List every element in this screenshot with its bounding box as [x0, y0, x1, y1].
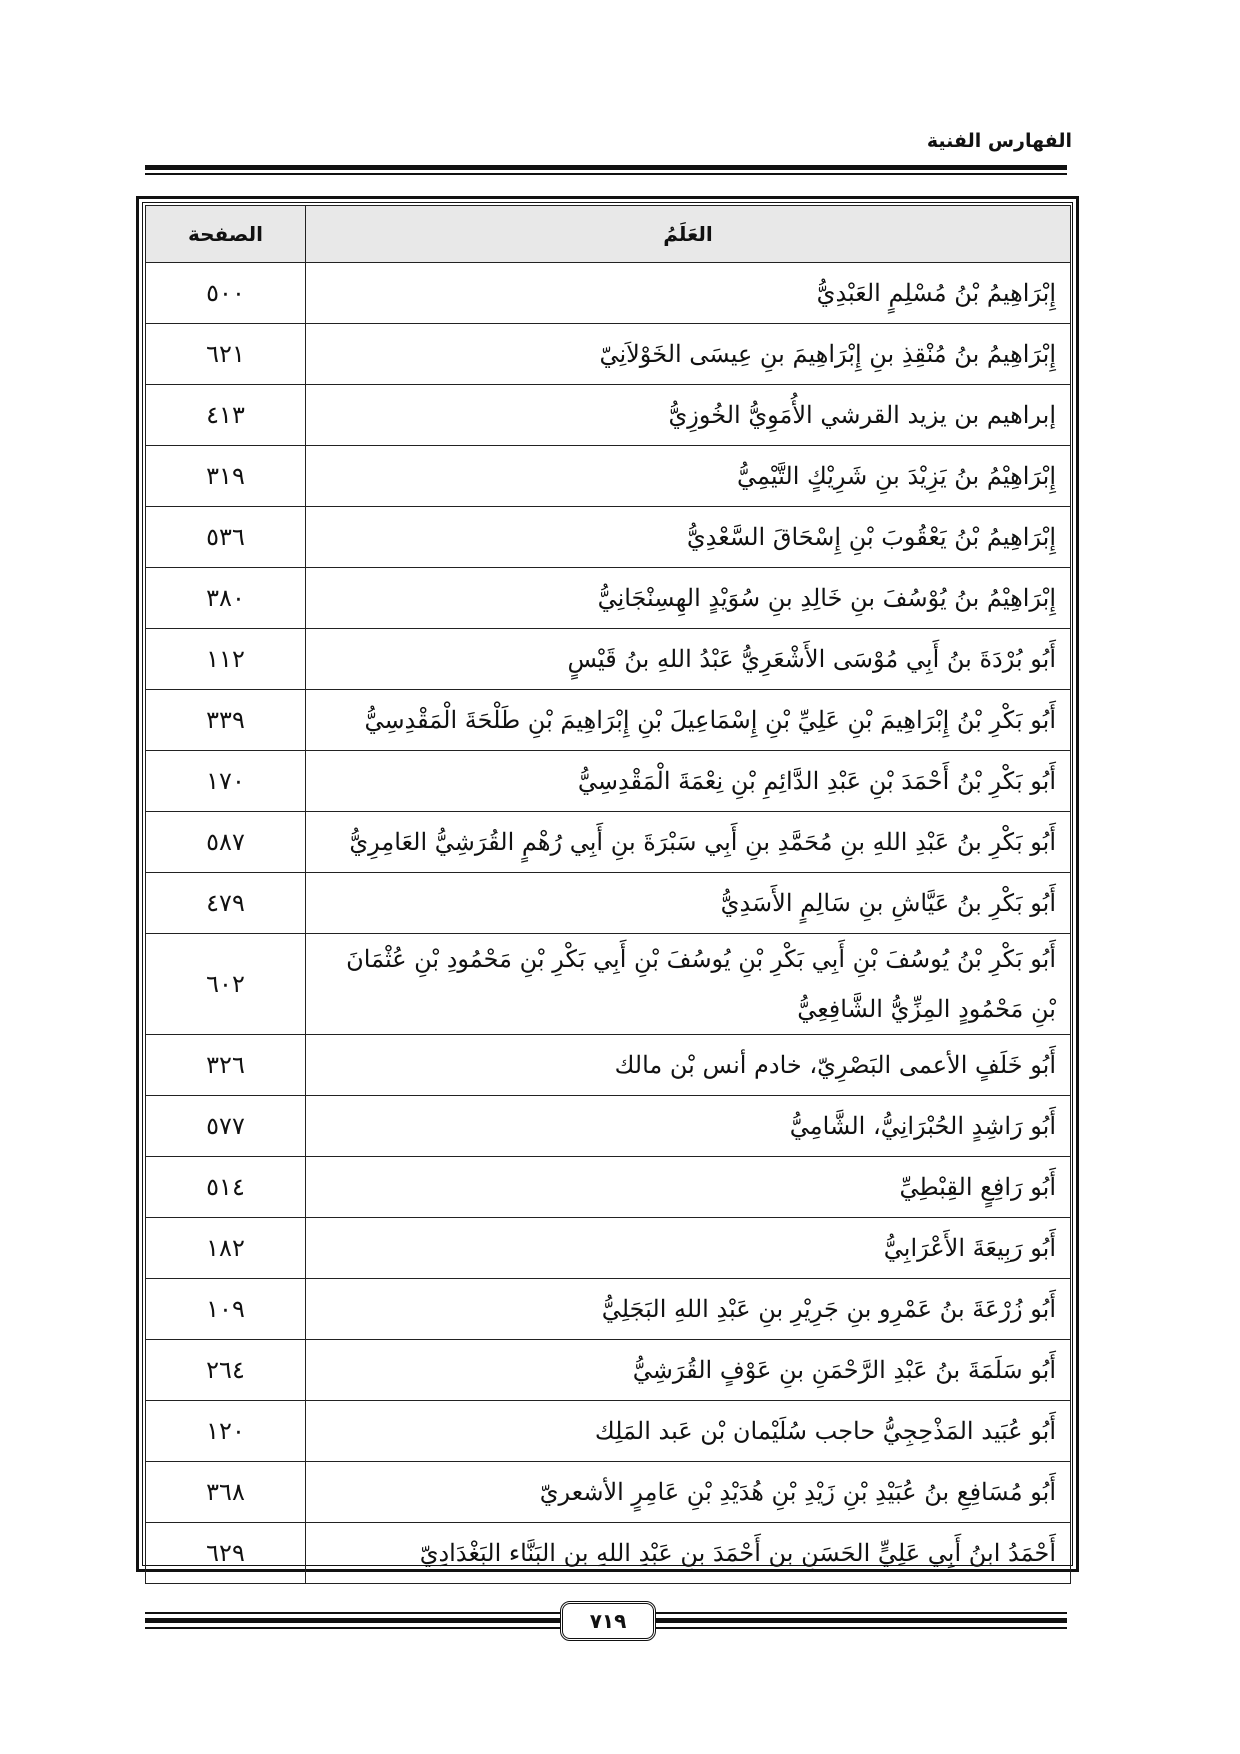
header-name-column: العَلَمُ	[306, 206, 1071, 263]
header-page-column: الصفحة	[146, 206, 306, 263]
table-row	[146, 629, 1071, 690]
person-name: أَحْمَدُ ابنُ أَبِي عَلِيٍّ الحَسَنِ بن أَحْمَدَ بنِ عَبْدِ اللهِ بن البَنَّاء البَغْدَادِيّ	[306, 1523, 1071, 1584]
table-row	[146, 568, 1071, 629]
page-reference: ٢٦٤	[146, 1340, 306, 1401]
page-reference: ٦٢١	[146, 324, 306, 385]
person-name: أَبُو زُرْعَةَ بنُ عَمْرِو بنِ جَرِيْرِ بنِ عَبْدِ اللهِ البَجَلِيُّ	[306, 1279, 1071, 1340]
page-reference: ٤٧٩	[146, 873, 306, 934]
table-header-row	[146, 206, 1071, 263]
page-reference: ٣٢٦	[146, 1035, 306, 1096]
table-row	[146, 1218, 1071, 1279]
table-row	[146, 1096, 1071, 1157]
table-row	[146, 934, 1071, 1035]
person-name: إِبْرَاهِيمُ بنُ مُنْقِذِ بنِ إِبْرَاهِيمَ بنِ عِيسَى الخَوْلاَنِيّ	[306, 324, 1071, 385]
person-name: أَبُو سَلَمَةَ بنُ عَبْدِ الرَّحْمَنِ بنِ عَوْفٍ القُرَشِيُّ	[306, 1340, 1071, 1401]
table-body	[146, 263, 1071, 1584]
person-name: أَبُو بَكْرِ بْنُ إِبْرَاهِيمَ بْنِ عَلِيِّ بْنِ إِسْمَاعِيلَ بْنِ إِبْرَاهِيمَ بْنِ طَلْحَةَ الْمَقْدِسِيُّ	[306, 690, 1071, 751]
table-row	[146, 1462, 1071, 1523]
page-reference: ١٠٩	[146, 1279, 306, 1340]
page-reference: ٥٣٦	[146, 507, 306, 568]
page-reference: ٥٧٧	[146, 1096, 306, 1157]
table-row	[146, 507, 1071, 568]
table-row	[146, 873, 1071, 934]
page-reference: ١٧٠	[146, 751, 306, 812]
table-row	[146, 263, 1071, 324]
table-row	[146, 1523, 1071, 1584]
person-name: أَبُو رَافِعٍ القِبْطِيِّ	[306, 1157, 1071, 1218]
table-row	[146, 751, 1071, 812]
person-name: أَبُو مُسَافِعِ بنُ عُبَيْدِ بْنِ زَيْدِ بْنِ هُدَيْدِ بْنِ عَامِرٍ الأشعريّ	[306, 1462, 1071, 1523]
person-name: إِبْرَاهِيْمُ بنُ يَزِيْدَ بنِ شَرِيْكٍ التَّيْمِيُّ	[306, 446, 1071, 507]
page-reference: ٥١٤	[146, 1157, 306, 1218]
table-row	[146, 812, 1071, 873]
person-name: أَبُو بَكْرِ بنُ عَيَّاشِ بنِ سَالِمٍ الأَسَدِيُّ	[306, 873, 1071, 934]
header-rule-thick	[145, 165, 1067, 170]
page-reference: ١١٢	[146, 629, 306, 690]
page-reference: ٣٣٩	[146, 690, 306, 751]
table-row	[146, 690, 1071, 751]
page-number: ٧١٩	[589, 1609, 627, 1633]
page-reference: ٥٨٧	[146, 812, 306, 873]
person-name: أَبُو رَاشِدٍ الحُبْرَانِيُّ، الشَّامِيُّ	[306, 1096, 1071, 1157]
page-number-badge	[560, 1601, 656, 1641]
page-reference: ٣٦٨	[146, 1462, 306, 1523]
table-row	[146, 446, 1071, 507]
table-row	[146, 1279, 1071, 1340]
person-name: أَبُو رَبِيعَةَ الأَعْرَابِيُّ	[306, 1218, 1071, 1279]
person-name: أَبُو بَكْرِ بْنُ يُوسُفَ بْنِ أَبِي بَكْرِ بْنِ يُوسُفَ بْنِ أَبِي بَكْرِ بْنِ مَحْمُودِ بْنِ عُثْمَانَ بْنِ مَحْمُودٍ المِزِّيُّ الشَّافِعِيُّ	[306, 934, 1071, 1035]
person-name: أَبُو بُرْدَةَ بنُ أَبِي مُوْسَى الأَشْعَرِيُّ عَبْدُ اللهِ بنُ قَيْسٍ	[306, 629, 1071, 690]
page-reference: ١٨٢	[146, 1218, 306, 1279]
running-head: الفهارس الفنية	[926, 130, 1072, 152]
page-reference: ٣١٩	[146, 446, 306, 507]
person-name: إِبْرَاهِيْمُ بنُ يُوْسُفَ بنِ خَالِدِ بنِ سُوَيْدٍ الهِسِنْجَانِيُّ	[306, 568, 1071, 629]
table-row	[146, 1340, 1071, 1401]
page-reference: ١٢٠	[146, 1401, 306, 1462]
page-reference: ٦٢٩	[146, 1523, 306, 1584]
page-reference: ٣٨٠	[146, 568, 306, 629]
table-row	[146, 324, 1071, 385]
table-row	[146, 1401, 1071, 1462]
person-name: إِبْرَاهِيمُ بْنُ مُسْلِمٍ العَبْدِيُّ	[306, 263, 1071, 324]
person-name: أَبُو بَكْرِ بنُ عَبْدِ اللهِ بنِ مُحَمَّدِ بنِ أَبِي سَبْرَةَ بنِ أَبِي رُهْمٍ القُرَشِيُّ العَامِرِيُّ	[306, 812, 1071, 873]
page-reference: ٦٠٢	[146, 934, 306, 1035]
person-name: أَبُو خَلَفٍ الأعمى البَصْرِيّ، خادم أنس بْن مالك	[306, 1035, 1071, 1096]
table-row	[146, 1035, 1071, 1096]
person-name: إبراهيم بن يزيد القرشي الأُمَوِيُّ الخُوزِيُّ	[306, 385, 1071, 446]
table-row	[146, 385, 1071, 446]
page-reference: ٤١٣	[146, 385, 306, 446]
table-row	[146, 1157, 1071, 1218]
person-name: أَبُو عُبَيد المَذْحِجِيُّ حاجب سُلَيْمان بْن عَبد المَلِك	[306, 1401, 1071, 1462]
person-name: أَبُو بَكْرِ بْنُ أَحْمَدَ بْنِ عَبْدِ الدَّائِمِ بْنِ نِعْمَةَ الْمَقْدِسِيُّ	[306, 751, 1071, 812]
page-reference: ٥٠٠	[146, 263, 306, 324]
person-name: إِبْرَاهِيمُ بْنُ يَعْقُوبَ بْنِ إِسْحَاقَ السَّعْدِيُّ	[306, 507, 1071, 568]
names-index-table	[145, 205, 1071, 1584]
header-rule-thin	[145, 173, 1067, 175]
